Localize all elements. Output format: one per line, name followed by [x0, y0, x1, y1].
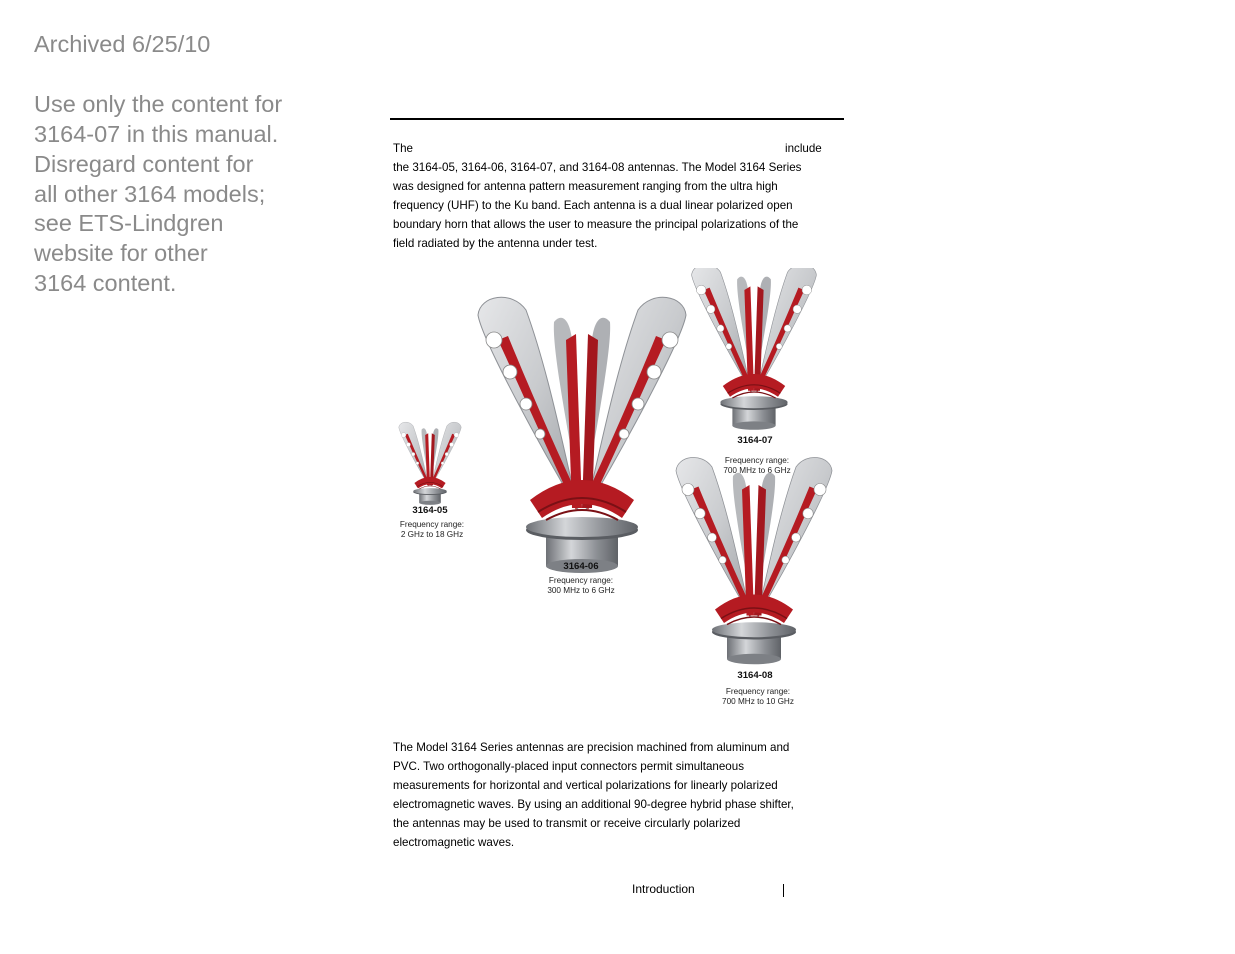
archive-note-line: see ETS-Lindgren — [34, 210, 224, 236]
materials-line: electromagnetic waves. — [393, 835, 515, 849]
antenna-freq-range: 2 GHz to 18 GHz — [400, 530, 464, 539]
antenna-freq-label: Frequency range: — [725, 687, 791, 696]
antenna-freq-label: Frequency range: — [399, 520, 465, 529]
intro-paragraph — [393, 159, 838, 254]
antenna-model-label: 3164-08 — [737, 670, 773, 681]
materials-line: The Model 3164 Series antennas are precision machined from aluminum and — [393, 741, 790, 754]
footer-section-title: Introduction — [632, 882, 695, 896]
materials-line: measurements for horizontal and vertical polarizations for linearly polarized — [393, 778, 778, 792]
archive-note-line: Disregard content for — [34, 151, 254, 177]
intro-line: the 3164-05, 3164-06, 3164-07, and 3164-08 antennas. The Model 3164 Series — [393, 161, 802, 174]
antenna-illustration — [390, 268, 842, 712]
footer-divider — [783, 884, 784, 897]
materials-line: the antennas may be used to transmit or receive circularly polarized — [393, 816, 741, 830]
section-rule — [390, 118, 844, 120]
antenna-freq-label: Frequency range: — [548, 576, 614, 585]
intro-line: was designed for antenna pattern measurement ranging from the ultra high — [393, 179, 778, 193]
materials-paragraph — [393, 739, 838, 852]
intro-first-word: The — [393, 142, 413, 155]
materials-line: electromagnetic waves. By using an additional 90-degree hybrid phase shifter, — [393, 797, 794, 811]
archive-note-line: website for other — [34, 240, 208, 266]
antenna-freq-range: 700 MHz to 6 GHz — [723, 466, 791, 475]
antenna-3164-06 — [478, 297, 686, 595]
antenna-model-label: 3164-05 — [412, 505, 448, 516]
materials-line: PVC. Two orthogonally-placed input connectors permit simultaneous — [393, 759, 745, 773]
intro-include-word: include — [785, 142, 822, 155]
antenna-figure — [390, 268, 842, 712]
antenna-3164-08 — [676, 457, 832, 706]
archive-note-line: 3164-07 in this manual. — [34, 121, 279, 147]
antenna-freq-range: 700 MHz to 10 GHz — [722, 697, 794, 706]
antenna-model-label: 3164-07 — [737, 435, 773, 446]
antenna-3164-05 — [399, 422, 464, 539]
archive-note-line: Use only the content for — [34, 91, 283, 117]
antenna-freq-label: Frequency range: — [724, 456, 790, 465]
intro-line: field radiated by the antenna under test. — [393, 236, 598, 250]
intro-line: boundary horn that allows the user to measure the principal polarizations of the — [393, 217, 799, 231]
antenna-model-label: 3164-06 — [563, 561, 599, 572]
archive-note-line: 3164 content. — [34, 270, 177, 296]
archive-date: Archived 6/25/10 — [34, 31, 211, 57]
antenna-freq-range: 300 MHz to 6 GHz — [547, 586, 615, 595]
archive-note-line: all other 3164 models; — [34, 181, 266, 207]
intro-line: frequency (UHF) to the Ku band. Each antenna is a dual linear polarized open — [393, 198, 793, 212]
antenna-3164-07 — [692, 268, 817, 475]
